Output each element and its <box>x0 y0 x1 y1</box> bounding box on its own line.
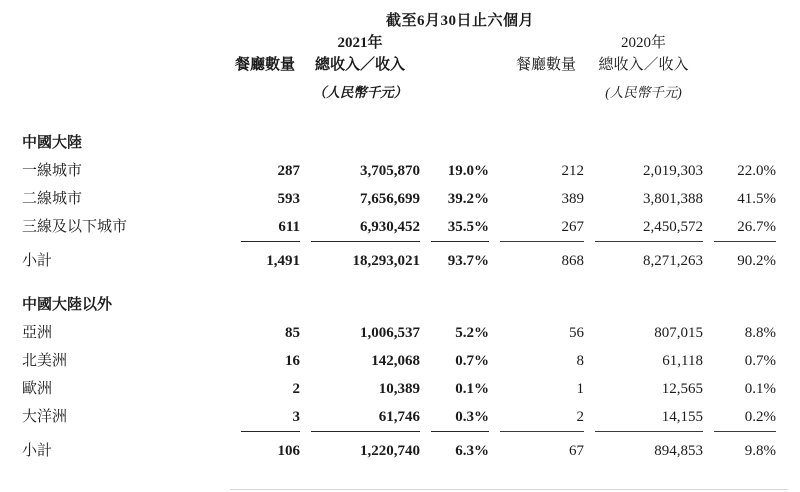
region-label: 亞洲 <box>22 325 53 342</box>
spacer-cell <box>703 36 776 58</box>
percent-2020-cell: 26.7% <box>703 214 776 242</box>
percent-2021-cell: 93.7% <box>447 253 489 270</box>
spacer-cell <box>230 36 300 58</box>
row-outside-mainland-subtotal <box>22 432 776 466</box>
revenue-2020-cell: 807,015 <box>654 325 703 342</box>
revenue-2021-cell: 6,930,452 <box>300 214 420 242</box>
restaurants-2020-cell: 67 <box>569 443 584 460</box>
restaurants-2020-cell: 389 <box>561 191 584 208</box>
restaurants-2020-cell: 8 <box>576 353 584 370</box>
restaurants-2021-cell: 3 <box>230 404 300 432</box>
spacer-cell <box>420 58 489 80</box>
spacer-cell <box>230 132 776 158</box>
revenue-2021-cell: 61,746 <box>300 404 420 432</box>
revenue-2020-cell: 2,450,572 <box>584 214 703 242</box>
year-2020-header: 2020年 <box>620 35 666 52</box>
restaurants-2021-cell: 85 <box>285 325 300 342</box>
percent-2021-cell: 6.3% <box>455 443 489 460</box>
percent-2020-cell: 41.5% <box>737 191 776 208</box>
percent-2021-cell: 39.2% <box>447 191 489 208</box>
revenue-2020-column-header: 總收入／收入 <box>598 57 689 74</box>
spacer-row <box>22 276 776 294</box>
percent-2020-cell: 22.0% <box>737 163 776 180</box>
percent-2020-cell: 8.8% <box>744 325 776 342</box>
spacer-row <box>22 106 776 132</box>
row-north-america <box>22 348 776 376</box>
region-label: 一線城市 <box>22 163 83 180</box>
revenue-2020-cell: 14,155 <box>584 404 703 432</box>
restaurants-2021-cell: 2 <box>292 381 300 398</box>
revenue-2021-cell: 1,006,537 <box>360 325 420 342</box>
section-name: 中國大陸 <box>22 135 83 152</box>
restaurants-2021-cell: 593 <box>277 191 300 208</box>
percent-2021-cell: 19.0% <box>447 163 489 180</box>
row-third-tier-and-below-cities <box>22 214 776 242</box>
section-header-outside-mainland-china <box>22 294 776 320</box>
restaurants-2021-cell: 287 <box>277 163 300 180</box>
restaurants-2021-cell: 106 <box>277 443 300 460</box>
revenue-2021-cell: 10,389 <box>378 381 420 398</box>
percent-2021-cell: 0.7% <box>455 353 489 370</box>
year-2021-header: 2021年 <box>337 35 383 52</box>
spacer-cell <box>703 58 776 80</box>
region-label: 大洋洲 <box>22 409 68 426</box>
spacer-cell <box>489 36 584 58</box>
percent-2021-cell: 35.5% <box>420 214 489 242</box>
spacer-cell <box>420 36 489 58</box>
restaurants-2020-cell: 1 <box>576 381 584 398</box>
restaurants-2021-cell: 16 <box>285 353 300 370</box>
revenue-2021-cell: 142,068 <box>371 353 420 370</box>
spacer-cell <box>22 36 230 58</box>
percent-2020-cell: 9.8% <box>744 443 776 460</box>
revenue-2020-cell: 61,118 <box>662 353 703 370</box>
restaurants-2020-cell: 868 <box>561 253 584 270</box>
period-title: 截至6月30日止六個月 <box>385 13 535 29</box>
revenue-2021-cell: 7,656,699 <box>360 191 420 208</box>
spacer-cell <box>22 58 230 80</box>
percent-2020-cell: 90.2% <box>737 253 776 270</box>
percent-2021-cell: 0.1% <box>455 381 489 398</box>
revenue-2021-column-header: 總收入／收入 <box>314 57 405 74</box>
percent-2020-cell: 0.7% <box>744 353 776 370</box>
region-label: 三線及以下城市 <box>22 219 128 236</box>
revenue-2020-cell: 894,853 <box>654 443 703 460</box>
row-mainland-subtotal <box>22 242 776 276</box>
restaurants-2020-cell: 2 <box>489 404 584 432</box>
restaurants-2021-cell: 611 <box>230 214 300 242</box>
restaurants-2020-column-header: 餐廳數量 <box>515 57 576 74</box>
section-header-mainland-china <box>22 132 776 158</box>
spacer-cell <box>230 80 300 106</box>
revenue-2021-cell: 1,220,740 <box>360 443 420 460</box>
revenue-2020-cell: 3,801,388 <box>643 191 703 208</box>
header-columns-row <box>22 58 776 80</box>
spacer-cell <box>703 80 776 106</box>
subtotal-label: 小計 <box>22 253 53 270</box>
section-name: 中國大陸以外 <box>22 297 113 314</box>
restaurants-2020-cell: 267 <box>489 214 584 242</box>
revenue-2020-cell: 12,565 <box>661 381 703 398</box>
percent-2021-cell: 0.3% <box>420 404 489 432</box>
header-unit-row <box>22 80 776 106</box>
row-asia <box>22 320 776 348</box>
revenue-2021-cell: 18,293,021 <box>352 253 420 270</box>
revenue-2020-cell: 2,019,303 <box>643 163 703 180</box>
region-label: 二線城市 <box>22 191 83 208</box>
restaurants-2020-cell: 212 <box>561 163 584 180</box>
revenue-by-region-table <box>22 36 776 466</box>
row-oceania <box>22 404 776 432</box>
row-first-tier-cities <box>22 158 776 186</box>
unit-2020-label: (人民幣千元) <box>605 84 682 100</box>
percent-2020-cell: 0.1% <box>744 381 776 398</box>
restaurants-2021-cell: 1,491 <box>266 253 300 270</box>
region-label: 北美洲 <box>22 353 68 370</box>
restaurants-2021-column-header: 餐廳數量 <box>234 57 295 74</box>
unit-2021-label: （人民幣千元） <box>312 84 408 100</box>
restaurants-2020-cell: 56 <box>569 325 584 342</box>
percent-2020-cell: 0.2% <box>703 404 776 432</box>
revenue-2021-cell: 3,705,870 <box>360 163 420 180</box>
spacer-cell <box>489 80 584 106</box>
percent-2021-cell: 5.2% <box>455 325 489 342</box>
region-label: 歐洲 <box>22 381 53 398</box>
subtotal-label: 小計 <box>22 443 53 460</box>
row-second-tier-cities <box>22 186 776 214</box>
header-year-row <box>22 36 776 58</box>
spacer-cell <box>230 294 776 320</box>
revenue-2020-cell: 8,271,263 <box>643 253 703 270</box>
page-bottom-rule <box>230 489 788 490</box>
spacer-cell <box>420 80 489 106</box>
spacer-cell <box>22 80 230 106</box>
row-europe <box>22 376 776 404</box>
